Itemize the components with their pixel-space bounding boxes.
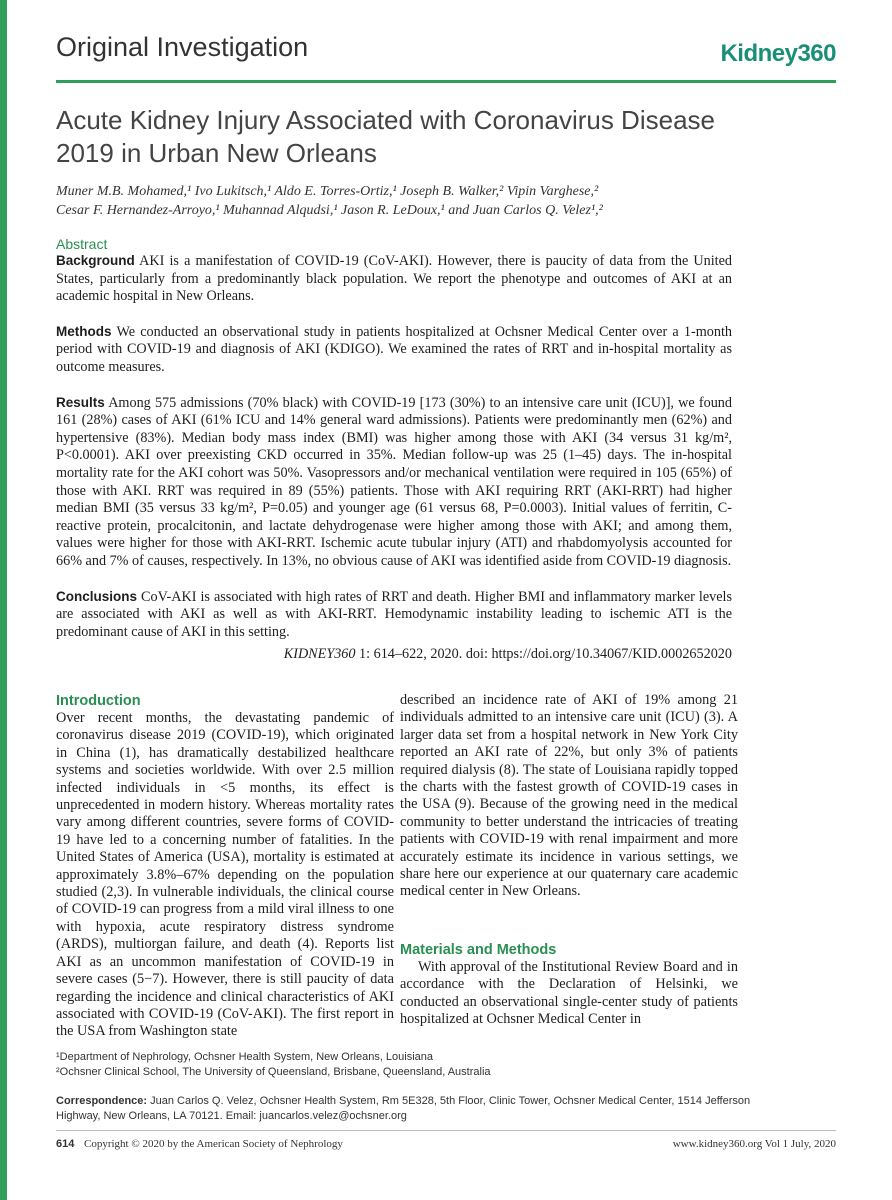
page-number: 614	[56, 1138, 75, 1150]
body-column-right	[400, 692, 738, 1029]
section-label: Original Investigation	[56, 32, 309, 62]
authors-line-2: Cesar F. Hernandez-Arroyo,¹ Muhannad Alqudsi,¹ Jason R. LeDoux,¹ and Juan Carlos Q. Velez¹,²	[56, 203, 603, 218]
page-header	[56, 28, 836, 78]
header-divider	[56, 80, 836, 83]
methods-label: Methods	[56, 323, 112, 339]
abstract-background	[56, 252, 732, 306]
body-column-left	[56, 692, 394, 1041]
abstract-results	[56, 394, 732, 571]
materials-methods-paragraph-1: With approval of the Institutional Review Board and in accordance with the Declaration of Helsinki, we conducted an observational single-center study of patients hospitalized at Ochsner Medical Center in	[400, 958, 738, 1028]
footer-divider	[56, 1130, 836, 1131]
introduction-heading: Introduction	[56, 693, 141, 709]
background-label: Background	[56, 253, 135, 268]
affiliation-1: ¹Department of Nephrology, Ochsner Health System, New Orleans, Louisiana	[56, 1051, 434, 1063]
article-title: Acute Kidney Injury Associated with Coronavirus Disease 2019 in Urban New Orleans	[56, 105, 715, 168]
journal-site-info: www.kidney360.org Vol 1 July, 2020	[672, 1138, 836, 1150]
results-text: Among 575 admissions (70% black) with COVID-19 [173 (30%) to an intensive care unit (ICU)], we found 161 (28%) cases of AKI (61% ICU and 14% general ward admissions). Patients were predominantly men (62%) and hypertensive (83%). Median body mass index (BMI) was higher among those with AKI (34 versus 31 kg/m², P<0.0001). AKI over preexisting CKD occurred in 35%. Median follow-up was 25 (1–45) days. The in-hospital mortality rate for the AKI cohort was 50%. Vasopressors and/or mechanical ventilation were required in 105 (65%) of those with AKI. RRT was required in 89 (55%) patients. Those with AKI requiring RRT (AKI-RRT) had higher median BMI (35 versus 33 kg/m², P=0.05) and younger age (61 versus 68, P=0.0003). Initial values of ferritin, C-reactive protein, procalcitonin, and lactate dehydrogenase were higher among those with AKI; and among them, values were higher for those with AKI-RRT. Ischemic acute tubular injury (ATI) and rhabdomyolysis accounted for 66% and 7% of causes, respectively. In 13%, no obvious cause of AKI was identified aside from COVID-19 diagnosis.	[56, 394, 732, 569]
abstract-conclusions	[56, 588, 732, 642]
results-label: Results	[56, 394, 105, 410]
citation-journal: KIDNEY360	[283, 646, 356, 663]
conclusions-text: CoV-AKI is associated with high rates of RRT and death. Higher BMI and inflammatory marker levels are associated with AKI as well as with AKI-RRT. Hemodynamic instability leading to ischemic ATI is the predominant cause of AKI in this setting.	[56, 588, 732, 640]
affiliation-2: ²Ochsner Clinical School, The University of Queensland, Brisbane, Queensland, Australia	[56, 1066, 491, 1078]
authors-line-1: Muner M.B. Mohamed,¹ Ivo Lukitsch,¹ Aldo E. Torres-Ortiz,¹ Joseph B. Walker,² Vipin Varghese,²	[56, 184, 599, 199]
background-text: AKI is a manifestation of COVID-19 (CoV-AKI). However, there is paucity of data from the United States, particularly from a predominantly black population. We report the phenotype and outcomes of AKI at an academic hospital in New Orleans.	[56, 253, 732, 305]
logo-kidney-text: Kidney	[720, 40, 798, 67]
correspondence-label: Correspondence:	[56, 1095, 148, 1107]
abstract-heading: Abstract	[56, 236, 108, 252]
journal-accent-bar	[0, 0, 7, 1200]
copyright-notice: Copyright © 2020 by the American Society of Nephrology	[84, 1138, 343, 1150]
citation-line	[56, 646, 732, 664]
introduction-paragraph-1: Over recent months, the devastating pandemic of coronavirus disease 2019 (COVID-19), which originated in China (1), has dramatically destabilized healthcare systems and societies worldwide. With over 2.5 million infected individuals in <5 months, its effect is unprecedented in modern history. Whereas mortality rates vary among different countries, severe forms of COVID-19 have led to a concerning number of fatalities. In the United States of America (USA), mortality is estimated at approximately 3.8%–67% depending on the population studied (2,3). In vulnerable individuals, the clinical course of COVID-19 can progress from a mild viral illness to one with hypoxia, acute respiratory distress syndrome (ARDS), multiorgan failure, and death (4). Reports list AKI as an uncommon manifestation of COVID-19 in severe cases (5−7). However, there is still paucity of data regarding the incidence and clinical characteristics of AKI associated with COVID-19 (CoV-AKI). The first report in the USA from Washington state	[56, 710, 394, 1040]
logo-number-text: 360	[797, 40, 836, 67]
abstract	[56, 236, 732, 681]
conclusions-label: Conclusions	[56, 588, 138, 604]
methods-text: We conducted an observational study in patients hospitalized at Ochsner Medical Center over a 1-month period with COVID-19 and diagnosis of AKI (KDIGO). We examined the rates of RRT and in-hospital mortality as outcome measures.	[56, 323, 732, 375]
abstract-methods	[56, 323, 732, 377]
citation-details: 1: 614–622, 2020. doi: https://doi.org/10.34067/KID.0002652020	[355, 646, 732, 663]
correspondence	[56, 1094, 756, 1124]
correspondence-text: Juan Carlos Q. Velez, Ochsner Health System, Rm 5E328, 5th Floor, Clinic Tower, Ochsner Medical Center, 1514 Jefferson Highway, New Orleans, LA 70121. Email: juancarlos.velez@ochsner.org	[56, 1095, 751, 1122]
introduction-paragraph-2: described an incidence rate of AKI of 19% among 21 individuals admitted to an intensive care unit (ICU) (3). A larger data set from a hospital network in New York City reported an AKI rate of 22%, but only 3% of patients required dialysis (8). The state of Louisiana rapidly topped the charts with the fastest growth of COVID-19 cases in the USA (9). Because of the growing need in the medical community to better understand the intricacies of treating patients with COVID-19 with renal impairment and more accurately estimate its incidence in various settings, we share here our experience at our quaternary care academic medical center in New Orleans.	[400, 692, 738, 900]
materials-methods-heading: Materials and Methods	[400, 941, 557, 958]
affiliations	[56, 1050, 756, 1080]
author-list	[56, 182, 796, 220]
page-footer	[56, 1138, 836, 1154]
journal-logo	[720, 40, 836, 68]
